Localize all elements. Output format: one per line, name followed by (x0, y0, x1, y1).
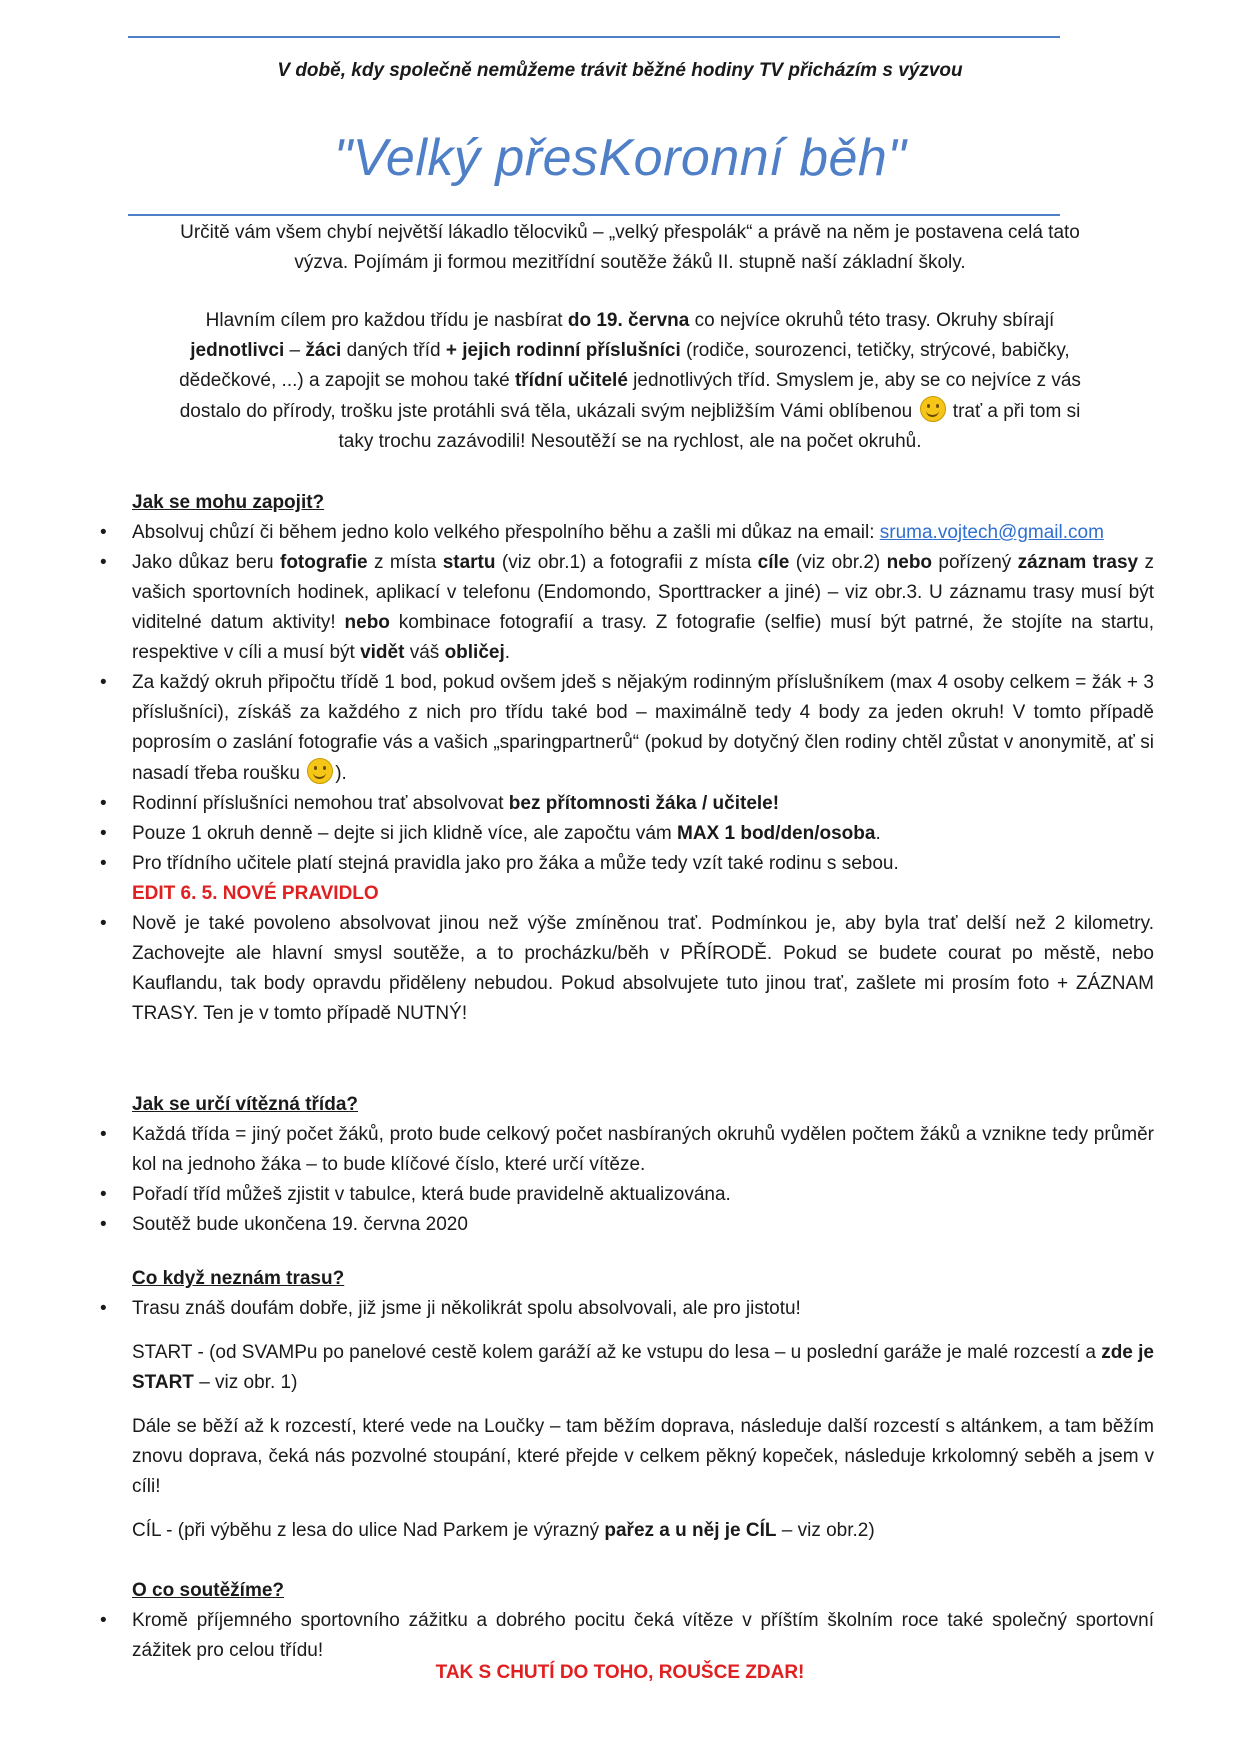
text: CÍL - (při výběhu z lesa do ulice Nad Parkem je výrazný (132, 1520, 605, 1541)
text: z vašich sportovních hodinek, aplikací v telefonu (Endomondo, Sporttracker a jiné) – viz obr.3. U záznamu trasy musí být viditelné datum aktivity! (132, 552, 1154, 633)
text: vidět (360, 642, 405, 663)
text: Za každý okruh připočtu třídě 1 bod, pokud ovšem jdeš s nějakým rodinným příslušníkem (max 4 osoby celkem = žák + 3 příslušníci), získáš za každého z nich pro třídu také bod – maximálně tedy 4 body za jeden okruh! V tomto případě poprosím o zaslání fotografie vás a vašich „sparingpartnerů“ (pokud by dotyčný člen rodiny chtěl zůstat v anonymitě, ať si nasadí třeba roušku (132, 672, 1154, 784)
list-item: • Pořadí tříd můžeš zjistit v tabulce, která bude pravidelně aktualizována. (132, 1180, 1154, 1210)
text: zde je START (132, 1342, 1154, 1393)
list-item: • Soutěž bude ukončena 19. června 2020 (132, 1210, 1154, 1240)
intro-line-2: výzva. Pojímám ji formou mezitřídní soutěže žáků II. stupně naší základní školy. (294, 252, 966, 273)
intro-paragraph (130, 218, 1130, 278)
goal-deadline: do 19. června (567, 310, 690, 331)
list-item: • Trasu znáš doufám dobře, již jsme ji několikrát spolu absolvovali, ale pro jistotu! (132, 1294, 1154, 1324)
route-description: Dále se běží až k rozcestí, které vede na Loučky – tam běžím doprava, následuje další rozcestí s altánkem, a tam běžím znovu doprava, čeká nás pozvolné stoupání, které přejde v celkem pěkný kopeček, následuje krkolomný seběh a jsem v cíli! (132, 1416, 1154, 1497)
text: kombinace fotografií a trasy. Z fotografie (selfie) musí být patrné, že stojíte na startu, respektive v cíli a musí být (132, 612, 1154, 663)
intro-line-1: Určitě vám všem chybí největší lákadlo tělocviků – „velký přespolák“ a právě na něm je postavena celá tato (180, 222, 1080, 243)
text: pořízený (932, 552, 1018, 573)
text: . (504, 642, 511, 663)
list-item (132, 819, 1154, 849)
goal-individuals: jednotlivci (190, 340, 285, 361)
section-heading: Jak se mohu zapojit? (132, 492, 325, 513)
text: – viz obr.2) (776, 1520, 875, 1541)
goal-text: Hlavním cílem pro každou třídu je nasbírat (205, 310, 568, 331)
text: Jako důkaz beru (132, 552, 280, 573)
text: Pouze 1 okruh denně – dejte si jich klidně více, ale započtu vám (132, 823, 677, 844)
goal-teachers: třídní učitelé (514, 370, 628, 391)
goal-text: dostalo do přírody, trošku jste protáhli svá těla, ukázali svým nejbližším Vámi oblíbenou (179, 401, 913, 422)
document-title: "Velký přesKoronní běh" (333, 129, 907, 187)
section-winner (132, 1090, 1154, 1240)
closing-slogan: TAK S CHUTÍ DO TOHO, ROUŠCE ZDAR! (435, 1662, 805, 1683)
goal-paragraph (125, 306, 1135, 457)
text: nebo (886, 552, 933, 573)
text: cíle (757, 552, 790, 573)
list-item: • Nově je také povoleno absolvovat jinou než výše zmíněnou trať. Podmínkou je, aby byla trať delší než 2 kilometry. Zachovejte ale hlavní smysl soutěže, a to procházku/běh v PŘÍRODĚ. Pokud se budete courat po městě, nebo Kauflandu, tak body opravdu přiděleny nebudou. Pokud absolvujete tuto jinou trať, zašlete mi prosím foto + ZÁZNAM TRASY. Ten je v tomto případě NUTNÝ! (132, 909, 1154, 1029)
text: pařez a u něj je CÍL (604, 1520, 777, 1541)
top-rule (128, 36, 1060, 38)
text: MAX 1 bod/den/osoba (677, 823, 876, 844)
text: Rodinní příslušníci nemohou trať absolvovat (132, 793, 509, 814)
section-route (132, 1264, 1154, 1546)
route-finish (132, 1516, 1154, 1546)
route-start (132, 1338, 1154, 1398)
list-item-text: Absolvuj chůzí či během jedno kolo velkého přespolního běhu a zašli mi důkaz na email: (132, 522, 875, 543)
goal-text: – (284, 340, 306, 361)
list-item: • Každá třída = jiný počet žáků, proto bude celkový počet nasbíraných okruhů vydělen počtem žáků a vznikne tedy průměr kol na jednoho žáka – to bude klíčové číslo, které určí vítěze. (132, 1120, 1154, 1180)
title-rule (128, 214, 1060, 216)
text: záznam trasy (1017, 552, 1139, 573)
email-link[interactable]: sruma.vojtech@gmail.com (879, 522, 1104, 543)
edit-notice: EDIT 6. 5. NOVÉ PRAVIDLO (132, 883, 379, 904)
text: START - (od SVAMPu po panelové cestě kolem garáží až ke vstupu do lesa – u poslední garáže je malé rozcestí a (132, 1342, 1102, 1363)
text: z místa (367, 552, 443, 573)
list-item (132, 548, 1154, 668)
section-heading: Jak se určí vítězná třída? (132, 1094, 358, 1115)
list-item (132, 789, 1154, 819)
goal-text: trať a při tom si (947, 401, 1081, 422)
text: obličej (444, 642, 505, 663)
goal-text: daných tříd (341, 340, 446, 361)
text: fotografie (280, 552, 368, 573)
text: startu (442, 552, 496, 573)
text: (viz obr.1) a fotografii z místa (495, 552, 758, 573)
goal-text: dědečkové, ...) a zapojit se mohou také (179, 370, 515, 391)
smiley-icon (920, 396, 946, 422)
list-item: • Kromě příjemného sportovního zážitku a dobrého pocitu čeká vítěze v příštím školním roce také společný sportovní zážitek pro celou třídu! (132, 1606, 1154, 1666)
text: (viz obr.2) (789, 552, 887, 573)
goal-text: co nejvíce okruhů této trasy. Okruhy sbírají (689, 310, 1055, 331)
list-item: • Pro třídního učitele platí stejná pravidla jako pro žáka a může tedy vzít také rodinu s sebou. (132, 849, 1154, 879)
goal-students: žáci (305, 340, 342, 361)
section-heading: Co když neznám trasu? (132, 1268, 345, 1289)
text: – viz obr. 1) (193, 1372, 298, 1393)
text: nebo (344, 612, 390, 633)
text: bez přítomnosti žáka / učitele! (508, 793, 780, 814)
section-heading: O co soutěžíme? (132, 1580, 285, 1601)
text: váš (404, 642, 445, 663)
goal-family: + jejich rodinní příslušníci (445, 340, 681, 361)
goal-text: taky trochu zazávodili! Nesoutěží se na rychlost, ale na počet okruhů. (338, 431, 922, 452)
text: ). (335, 763, 347, 784)
list-item (132, 668, 1154, 789)
section-how-to-join (132, 488, 1154, 1029)
list-item (132, 518, 1154, 548)
intro-line: V době, kdy společně nemůžeme trávit běžné hodiny TV přicházím s výzvou (277, 60, 963, 81)
goal-text: jednotlivých tříd. Smyslem je, aby se co nejvíce z vás (627, 370, 1081, 391)
section-prize (132, 1576, 1154, 1666)
smiley-icon (307, 758, 333, 784)
text: . (875, 823, 881, 844)
goal-text: (rodiče, sourozenci, tetičky, strýcové, babičky, (680, 340, 1070, 361)
